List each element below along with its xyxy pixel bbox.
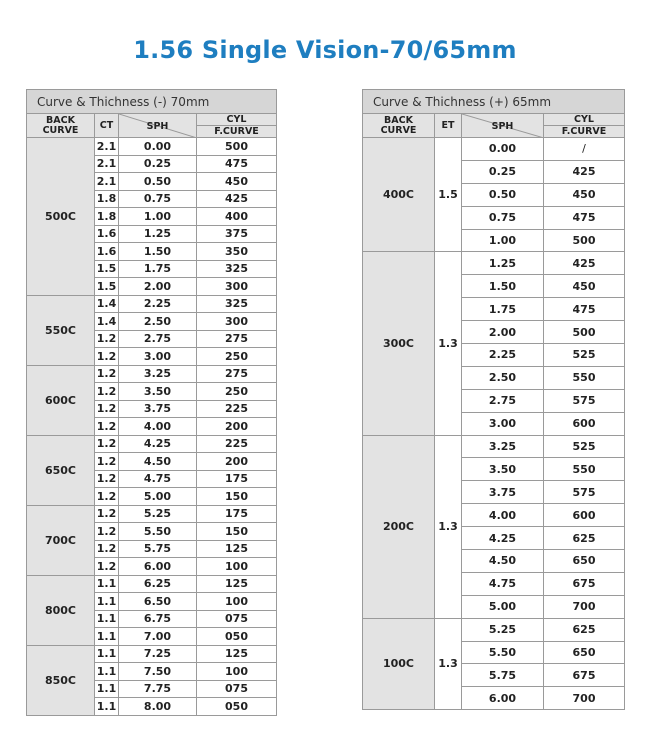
f-curve-cell: 425: [544, 160, 625, 183]
sph-cell: 4.25: [119, 435, 197, 453]
table-header-row: [27, 114, 277, 138]
ct-cell: 1.2: [95, 505, 119, 523]
sph-cell: 7.50: [119, 663, 197, 681]
ct-cell: 1.6: [95, 225, 119, 243]
f-curve-cell: 100: [197, 593, 277, 611]
f-curve-cell: 350: [197, 243, 277, 261]
sph-cell: 5.50: [462, 641, 544, 664]
minus-thickness-table: [26, 89, 277, 716]
table-row: [363, 618, 625, 641]
back-curve-cell: 850C: [27, 645, 95, 715]
back-curve-cell: 650C: [27, 435, 95, 505]
table-caption-row: [27, 90, 277, 114]
sph-cell: 6.00: [462, 687, 544, 710]
sph-cell: 3.50: [119, 383, 197, 401]
sph-cell: 7.00: [119, 628, 197, 646]
sph-cell: 5.25: [462, 618, 544, 641]
back-curve-cell: 550C: [27, 295, 95, 365]
sph-cell: 5.00: [119, 488, 197, 506]
sph-cell: 4.50: [462, 550, 544, 573]
ct-cell: 2.1: [95, 173, 119, 191]
sph-cell: 1.00: [462, 229, 544, 252]
ct-cell: 1.1: [95, 680, 119, 698]
ct-cell: 1.1: [95, 628, 119, 646]
ct-cell: 1.2: [95, 488, 119, 506]
f-curve-cell: 300: [197, 313, 277, 331]
ct-cell: 1.8: [95, 208, 119, 226]
sph-cell: 3.50: [462, 458, 544, 481]
f-curve-cell: 600: [544, 504, 625, 527]
cyl-header-label: CYL: [544, 114, 624, 126]
f-curve-cell: 150: [197, 488, 277, 506]
f-curve-cell: 200: [197, 453, 277, 471]
table-row: [27, 138, 277, 156]
et-cell: 1.5: [435, 138, 462, 252]
sph-cell: 4.75: [462, 572, 544, 595]
back-curve-cell: 100C: [363, 618, 435, 710]
back-curve-header: [363, 114, 435, 138]
f-curve-cell: 675: [544, 572, 625, 595]
f-curve-cell: 425: [197, 190, 277, 208]
ct-header: CT: [95, 114, 119, 138]
sph-cell: 4.75: [119, 470, 197, 488]
sph-cell: 5.75: [119, 540, 197, 558]
f-curve-cell: /: [544, 138, 625, 161]
ct-cell: 1.2: [95, 348, 119, 366]
sph-cell: 1.75: [462, 298, 544, 321]
ct-cell: 1.1: [95, 575, 119, 593]
sph-cell: 2.00: [119, 278, 197, 296]
table-caption-row: [363, 90, 625, 114]
sph-cell: 5.00: [462, 595, 544, 618]
f-curve-cell: 425: [544, 252, 625, 275]
table-row: [27, 575, 277, 593]
sph-cell: 0.75: [119, 190, 197, 208]
table-row: [363, 252, 625, 275]
f-curve-cell: 050: [197, 698, 277, 716]
f-curve-cell: 225: [197, 400, 277, 418]
ct-cell: 1.1: [95, 698, 119, 716]
ct-cell: 1.2: [95, 453, 119, 471]
sph-cell: 0.00: [462, 138, 544, 161]
sph-cell: 7.75: [119, 680, 197, 698]
sph-cell: 1.50: [119, 243, 197, 261]
back-curve-cell: 800C: [27, 575, 95, 645]
ct-cell: 1.4: [95, 295, 119, 313]
f-curve-cell: 325: [197, 260, 277, 278]
ct-cell: 2.1: [95, 138, 119, 156]
page-title: 1.56 Single Vision-70/65mm: [133, 36, 517, 64]
f-curve-cell: 675: [544, 664, 625, 687]
sph-header-label: SPH: [146, 121, 169, 132]
f-curve-cell: 300: [197, 278, 277, 296]
ct-cell: 1.1: [95, 645, 119, 663]
f-curve-cell: 275: [197, 365, 277, 383]
table-row: [27, 365, 277, 383]
sph-cell: 0.25: [462, 160, 544, 183]
f-curve-cell: 650: [544, 641, 625, 664]
sph-cell: 2.25: [462, 344, 544, 367]
f-curve-cell: 375: [197, 225, 277, 243]
sph-cell: 3.25: [119, 365, 197, 383]
f-curve-cell: 075: [197, 610, 277, 628]
f-curve-cell: 550: [544, 366, 625, 389]
table-row: [363, 138, 625, 161]
f-curve-cell: 550: [544, 458, 625, 481]
sph-cell: 2.25: [119, 295, 197, 313]
f-curve-cell: 500: [544, 229, 625, 252]
f-curve-cell: 325: [197, 295, 277, 313]
back-curve-cell: 400C: [363, 138, 435, 252]
et-cell: 1.3: [435, 618, 462, 710]
ct-cell: 1.2: [95, 400, 119, 418]
f-curve-cell: 525: [544, 435, 625, 458]
ct-cell: 1.2: [95, 558, 119, 576]
sph-cell: 3.25: [462, 435, 544, 458]
sph-cell: 0.25: [119, 155, 197, 173]
table-row: [27, 435, 277, 453]
et-cell: 1.3: [435, 435, 462, 618]
sph-cell: 1.25: [119, 225, 197, 243]
sph-cell: 3.75: [119, 400, 197, 418]
sph-cell: 5.25: [119, 505, 197, 523]
sph-cell: 2.75: [119, 330, 197, 348]
ct-cell: 1.5: [95, 260, 119, 278]
sph-cell: 0.50: [119, 173, 197, 191]
ct-cell: 1.4: [95, 313, 119, 331]
sph-cell: 1.00: [119, 208, 197, 226]
sph-header: [119, 114, 197, 138]
ct-cell: 1.1: [95, 663, 119, 681]
back-curve-header-line2: CURVE: [380, 124, 417, 136]
ct-cell: 1.2: [95, 523, 119, 541]
sph-cell: 2.50: [119, 313, 197, 331]
sph-cell: 6.00: [119, 558, 197, 576]
back-curve-cell: 300C: [363, 252, 435, 435]
f-curve-cell: 500: [544, 321, 625, 344]
f-curve-cell: 450: [197, 173, 277, 191]
f-curve-cell: 050: [197, 628, 277, 646]
table-row: [27, 505, 277, 523]
f-curve-cell: 200: [197, 418, 277, 436]
sph-cell: 4.50: [119, 453, 197, 471]
sph-cell: 5.75: [462, 664, 544, 687]
back-curve-cell: 200C: [363, 435, 435, 618]
ct-cell: 1.2: [95, 383, 119, 401]
back-curve-cell: 600C: [27, 365, 95, 435]
back-curve-header-line1: BACK: [46, 114, 75, 126]
plus-thickness-table: [362, 89, 625, 710]
ct-cell: 1.2: [95, 418, 119, 436]
sph-cell: 2.00: [462, 321, 544, 344]
ct-cell: 1.5: [95, 278, 119, 296]
back-curve-header: [27, 114, 95, 138]
f-curve-header-label: F.CURVE: [561, 126, 607, 137]
ct-cell: 1.6: [95, 243, 119, 261]
f-curve-cell: 700: [544, 687, 625, 710]
ct-cell: 1.2: [95, 365, 119, 383]
ct-cell: 1.1: [95, 610, 119, 628]
f-curve-cell: 225: [197, 435, 277, 453]
ct-cell: 1.2: [95, 470, 119, 488]
f-curve-cell: 400: [197, 208, 277, 226]
f-curve-cell: 525: [544, 344, 625, 367]
f-curve-cell: 125: [197, 575, 277, 593]
f-curve-cell: 575: [544, 481, 625, 504]
f-curve-cell: 625: [544, 527, 625, 550]
f-curve-cell: 150: [197, 523, 277, 541]
sph-cell: 4.00: [462, 504, 544, 527]
sph-header-label: SPH: [491, 121, 514, 132]
f-curve-cell: 100: [197, 558, 277, 576]
f-curve-cell: 575: [544, 389, 625, 412]
back-curve-cell: 500C: [27, 138, 95, 296]
sph-cell: 1.50: [462, 275, 544, 298]
sph-cell: 0.00: [119, 138, 197, 156]
table-row: [363, 435, 625, 458]
f-curve-cell: 500: [197, 138, 277, 156]
ct-cell: 1.2: [95, 435, 119, 453]
sph-cell: 7.25: [119, 645, 197, 663]
back-curve-header-line2: CURVE: [42, 124, 79, 136]
f-curve-cell: 625: [544, 618, 625, 641]
ct-cell: 1.2: [95, 540, 119, 558]
sph-header: [462, 114, 544, 138]
sph-cell: 3.75: [462, 481, 544, 504]
table-caption: Curve & Thichness (-) 70mm: [27, 90, 277, 114]
f-curve-cell: 600: [544, 412, 625, 435]
f-curve-cell: 700: [544, 595, 625, 618]
sph-cell: 3.00: [119, 348, 197, 366]
f-curve-cell: 475: [544, 298, 625, 321]
f-curve-header-label: F.CURVE: [214, 126, 259, 137]
sph-cell: 0.50: [462, 183, 544, 206]
sph-cell: 6.50: [119, 593, 197, 611]
ct-cell: 1.8: [95, 190, 119, 208]
sph-cell: 5.50: [119, 523, 197, 541]
sph-cell: 4.25: [462, 527, 544, 550]
sph-cell: 6.25: [119, 575, 197, 593]
f-curve-cell: 125: [197, 540, 277, 558]
et-header: ET: [435, 114, 462, 138]
f-curve-cell: 125: [197, 645, 277, 663]
sph-cell: 1.75: [119, 260, 197, 278]
f-curve-cell: 450: [544, 275, 625, 298]
f-curve-cell: 250: [197, 348, 277, 366]
table-header-row: [363, 114, 625, 138]
back-curve-cell: 700C: [27, 505, 95, 575]
table-row: [27, 645, 277, 663]
f-curve-cell: 650: [544, 550, 625, 573]
f-curve-cell: 075: [197, 680, 277, 698]
cyl-f-curve-header: [544, 114, 625, 138]
f-curve-cell: 475: [544, 206, 625, 229]
table-caption: Curve & Thichness (+) 65mm: [363, 90, 625, 114]
sph-cell: 6.75: [119, 610, 197, 628]
sph-cell: 2.50: [462, 366, 544, 389]
cyl-f-curve-header: [197, 114, 277, 138]
cyl-header-label: CYL: [197, 114, 276, 126]
sph-cell: 2.75: [462, 389, 544, 412]
ct-cell: 1.1: [95, 593, 119, 611]
back-curve-header-line1: BACK: [384, 114, 413, 126]
f-curve-cell: 175: [197, 505, 277, 523]
f-curve-cell: 175: [197, 470, 277, 488]
sph-cell: 8.00: [119, 698, 197, 716]
ct-cell: 2.1: [95, 155, 119, 173]
f-curve-cell: 275: [197, 330, 277, 348]
sph-cell: 4.00: [119, 418, 197, 436]
ct-cell: 1.2: [95, 330, 119, 348]
f-curve-cell: 450: [544, 183, 625, 206]
sph-cell: 1.25: [462, 252, 544, 275]
f-curve-cell: 475: [197, 155, 277, 173]
table-row: [27, 295, 277, 313]
sph-cell: 0.75: [462, 206, 544, 229]
f-curve-cell: 250: [197, 383, 277, 401]
f-curve-cell: 100: [197, 663, 277, 681]
et-cell: 1.3: [435, 252, 462, 435]
sph-cell: 3.00: [462, 412, 544, 435]
